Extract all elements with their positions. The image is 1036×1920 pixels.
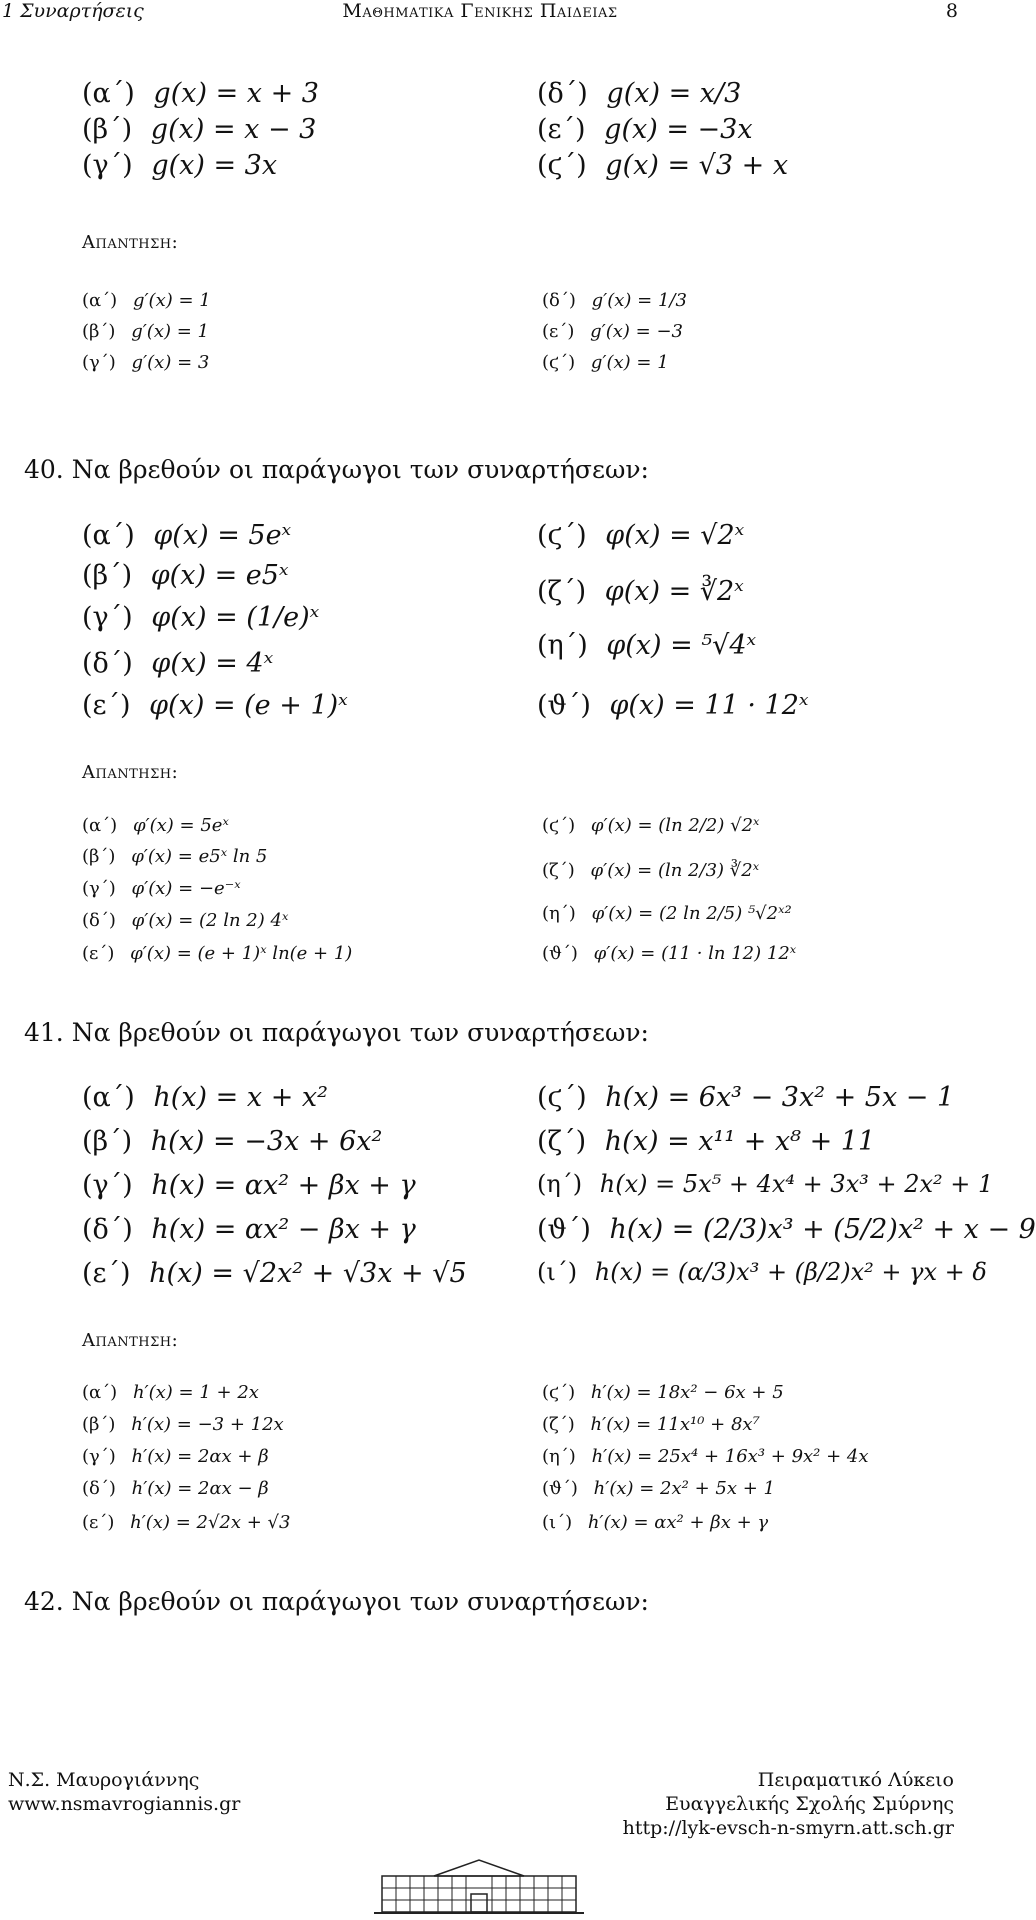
item-expression: h(x) = x + x² bbox=[153, 1082, 328, 1113]
item-label: (γ΄) bbox=[82, 602, 133, 633]
answer-expression: φ′(x) = (2 ln 2/5) ⁵√2ˣ² bbox=[591, 903, 792, 924]
answer-label: (β΄) bbox=[82, 321, 116, 342]
running-title: Μαθηματικα Γενικης Παιδειας bbox=[342, 0, 618, 22]
answer-label: (ζ΄) bbox=[542, 1414, 575, 1435]
item-label: (ϛ΄) bbox=[537, 520, 587, 551]
item-expression: h(x) = (2/3)x³ + (5/2)x² + x − 9 bbox=[609, 1214, 1036, 1245]
answer-label: (δ΄) bbox=[542, 290, 576, 311]
item-label: (β΄) bbox=[82, 1126, 133, 1157]
ex41-item-j bbox=[537, 1258, 987, 1286]
school-name: Πειραματικό Λύκειο bbox=[757, 1769, 954, 1791]
ex41-answer-c bbox=[82, 1446, 269, 1467]
item-label: (γ΄) bbox=[82, 1170, 133, 1201]
ex40-item-e bbox=[82, 690, 348, 721]
item-label: (γ΄) bbox=[82, 150, 133, 181]
ex41-answer-d bbox=[82, 1478, 269, 1499]
item-expression: φ(x) = 11 · 12ˣ bbox=[609, 690, 809, 721]
item-label: (ϑ΄) bbox=[537, 690, 591, 721]
answer-label: (α΄) bbox=[82, 815, 118, 836]
item-label: (ϛ΄) bbox=[537, 150, 587, 181]
ex41-item-e bbox=[82, 1258, 467, 1289]
answer-label: (ϑ΄) bbox=[542, 943, 578, 964]
item-expression: g(x) = −3x bbox=[604, 114, 753, 145]
answer-label: (γ΄) bbox=[82, 878, 116, 899]
answer-expression: φ′(x) = (e + 1)ˣ ln(e + 1) bbox=[130, 943, 353, 964]
ex41-answer-i bbox=[542, 1478, 775, 1499]
ex40-item-f bbox=[537, 520, 744, 551]
ex40-answer-i bbox=[542, 943, 796, 964]
answer-expression: h′(x) = 2αx + β bbox=[131, 1446, 269, 1467]
item-label: (ϑ΄) bbox=[537, 1214, 591, 1245]
author-website: www.nsmavrogiannis.gr bbox=[8, 1793, 241, 1815]
item-label: (ε΄) bbox=[537, 114, 586, 145]
item-label: (δ΄) bbox=[537, 78, 588, 109]
answer-label: (ε΄) bbox=[82, 943, 115, 964]
ex39-item-c bbox=[82, 150, 277, 181]
ex40-answer-g bbox=[542, 860, 759, 881]
author-name: Ν.Σ. Μαυρογιάννης bbox=[8, 1769, 200, 1791]
item-label: (α΄) bbox=[82, 520, 135, 551]
ex41-item-g bbox=[537, 1126, 875, 1157]
item-expression: h(x) = √2x² + √3x + √5 bbox=[149, 1258, 467, 1289]
ex41-item-i bbox=[537, 1214, 1036, 1245]
ex41-answer-e bbox=[82, 1512, 290, 1533]
ex39-item-b bbox=[82, 114, 316, 145]
item-expression: φ(x) = (1/e)ˣ bbox=[151, 602, 320, 633]
ex39-answer-a bbox=[82, 290, 211, 311]
answer-label: (ϛ΄) bbox=[542, 1382, 576, 1403]
item-label: (η΄) bbox=[537, 630, 588, 661]
ex40-item-d bbox=[82, 648, 273, 679]
item-expression: h(x) = 6x³ − 3x² + 5x − 1 bbox=[605, 1082, 955, 1113]
item-expression: h(x) = 5x⁵ + 4x⁴ + 3x³ + 2x² + 1 bbox=[599, 1170, 994, 1198]
ex41-answer-f bbox=[542, 1382, 784, 1403]
school-building-logo bbox=[374, 1856, 584, 1916]
school-subtitle: Ευαγγελικής Σχολής Σμύρνης bbox=[665, 1793, 954, 1815]
item-label: (β΄) bbox=[82, 114, 133, 145]
answer-label: (δ΄) bbox=[82, 910, 116, 931]
answer-expression: g′(x) = 1 bbox=[590, 352, 669, 373]
item-expression: g(x) = 3x bbox=[151, 150, 278, 181]
ex41-item-c bbox=[82, 1170, 416, 1201]
item-expression: g(x) = x/3 bbox=[606, 78, 742, 109]
answer-expression: h′(x) = 2√2x + √3 bbox=[130, 1512, 291, 1533]
item-expression: h(x) = (α/3)x³ + (β/2)x² + γx + δ bbox=[594, 1258, 987, 1286]
ex39-answer-d bbox=[542, 290, 687, 311]
answer-expression: φ′(x) = (11 · ln 12) 12ˣ bbox=[593, 943, 797, 964]
item-expression: g(x) = x + 3 bbox=[153, 78, 319, 109]
ex40-answer-c bbox=[82, 878, 241, 899]
ex39-item-d bbox=[537, 78, 741, 109]
chapter-title: 1 Συναρτήσεις bbox=[2, 0, 144, 22]
item-expression: h(x) = −3x + 6x² bbox=[150, 1126, 383, 1157]
answer-expression: h′(x) = 2αx − β bbox=[131, 1478, 269, 1499]
ex40-answer-f bbox=[542, 815, 759, 836]
item-expression: g(x) = √3 + x bbox=[605, 150, 789, 181]
answer-expression: h′(x) = 11x¹⁰ + 8x⁷ bbox=[590, 1414, 760, 1435]
ex40-heading: 40. Να βρεθούν οι παράγωγοι των συναρτήσεων: bbox=[24, 455, 649, 484]
ex39-item-a bbox=[82, 78, 319, 109]
ex40-item-i bbox=[537, 690, 809, 721]
answer-label: (δ΄) bbox=[82, 1478, 116, 1499]
item-expression: φ(x) = ⁵√4ˣ bbox=[606, 630, 757, 661]
page-header bbox=[2, 0, 958, 22]
answer-label: (ε΄) bbox=[542, 321, 575, 342]
ex39-item-e bbox=[537, 114, 753, 145]
ex39-item-f bbox=[537, 150, 788, 181]
page-number: 8 bbox=[945, 0, 958, 22]
item-expression: φ(x) = ∛2ˣ bbox=[604, 576, 744, 607]
item-label: (ζ΄) bbox=[537, 1126, 587, 1157]
answer-expression: g′(x) = −3 bbox=[590, 321, 683, 342]
ex42-heading: 42. Να βρεθούν οι παράγωγοι των συναρτήσεων: bbox=[24, 1587, 649, 1616]
answer-expression: h′(x) = 25x⁴ + 16x³ + 9x² + 4x bbox=[591, 1446, 869, 1467]
ex40-item-h bbox=[537, 630, 756, 661]
answer-label: (ε΄) bbox=[82, 1512, 115, 1533]
answer-expression: g′(x) = 1 bbox=[132, 290, 211, 311]
item-label: (δ΄) bbox=[82, 648, 133, 679]
answer-label: (ι΄) bbox=[542, 1512, 573, 1533]
answer-label: (η΄) bbox=[542, 1446, 576, 1467]
ex40-item-g bbox=[537, 576, 744, 607]
ex39-answer-f bbox=[542, 352, 669, 373]
answer-expression: φ′(x) = e5ˣ ln 5 bbox=[131, 846, 268, 867]
item-expression: h(x) = x¹¹ + x⁸ + 11 bbox=[604, 1126, 876, 1157]
answer-label: (ϛ΄) bbox=[542, 815, 576, 836]
answer-expression: φ′(x) = (ln 2/3) ∛2ˣ bbox=[590, 860, 760, 881]
answer-label: (η΄) bbox=[542, 903, 576, 924]
ex40-item-b bbox=[82, 560, 289, 591]
answer-expression: φ′(x) = 5eˣ bbox=[132, 815, 229, 836]
answer-label: (ϑ΄) bbox=[542, 1478, 578, 1499]
answer-expression: h′(x) = 1 + 2x bbox=[132, 1382, 259, 1403]
item-expression: h(x) = αx² − βx + γ bbox=[151, 1214, 416, 1245]
item-label: (ε΄) bbox=[82, 1258, 131, 1289]
ex40-item-a bbox=[82, 520, 291, 551]
ex41-heading: 41. Να βρεθούν οι παράγωγοι των συναρτήσεων: bbox=[24, 1018, 649, 1047]
ex41-answer-j bbox=[542, 1512, 768, 1533]
item-label: (α΄) bbox=[82, 1082, 135, 1113]
ex40-answer-b bbox=[82, 846, 267, 867]
item-label: (ι΄) bbox=[537, 1258, 578, 1286]
answer-expression: h′(x) = αx² + βx + γ bbox=[587, 1512, 769, 1533]
item-expression: φ(x) = √2ˣ bbox=[605, 520, 745, 551]
item-expression: φ(x) = (e + 1)ˣ bbox=[149, 690, 348, 721]
answer-label: (γ΄) bbox=[82, 1446, 116, 1467]
ex41-item-a bbox=[82, 1082, 328, 1113]
answer-expression: g′(x) = 1/3 bbox=[591, 290, 687, 311]
ex41-answer-b bbox=[82, 1414, 284, 1435]
answer-expression: g′(x) = 3 bbox=[131, 352, 210, 373]
ex39-answer-b bbox=[82, 321, 209, 342]
ex41-item-d bbox=[82, 1214, 416, 1245]
item-expression: g(x) = x − 3 bbox=[150, 114, 317, 145]
answer-expression: h′(x) = 2x² + 5x + 1 bbox=[593, 1478, 775, 1499]
item-label: (δ΄) bbox=[82, 1214, 133, 1245]
item-expression: φ(x) = 5eˣ bbox=[153, 520, 292, 551]
item-label: (η΄) bbox=[537, 1170, 583, 1198]
footer-school-block bbox=[623, 1768, 954, 1840]
answer-label: (β΄) bbox=[82, 846, 116, 867]
item-label: (ε΄) bbox=[82, 690, 131, 721]
footer-author-block bbox=[8, 1768, 240, 1816]
ex41-item-b bbox=[82, 1126, 382, 1157]
ex40-answer-title: Απαντηση: bbox=[82, 762, 179, 783]
item-expression: φ(x) = e5ˣ bbox=[150, 560, 289, 591]
item-label: (β΄) bbox=[82, 560, 133, 591]
answer-label: (α΄) bbox=[82, 1382, 118, 1403]
item-expression: h(x) = αx² + βx + γ bbox=[151, 1170, 416, 1201]
ex41-answer-title: Απαντηση: bbox=[82, 1330, 179, 1351]
ex39-answer-title: Απαντηση: bbox=[82, 232, 179, 253]
ex41-answer-a bbox=[82, 1382, 259, 1403]
answer-expression: h′(x) = −3 + 12x bbox=[131, 1414, 284, 1435]
ex40-answer-h bbox=[542, 903, 792, 924]
answer-label: (γ΄) bbox=[82, 352, 116, 373]
answer-label: (α΄) bbox=[82, 290, 118, 311]
answer-label: (β΄) bbox=[82, 1414, 116, 1435]
item-label: (ζ΄) bbox=[537, 576, 587, 607]
answer-expression: φ′(x) = (ln 2/2) √2ˣ bbox=[590, 815, 760, 836]
answer-expression: φ′(x) = −e⁻ˣ bbox=[131, 878, 241, 899]
ex39-answer-c bbox=[82, 352, 209, 373]
ex40-answer-a bbox=[82, 815, 229, 836]
item-label: (α΄) bbox=[82, 78, 135, 109]
ex41-answer-h bbox=[542, 1446, 869, 1467]
ex41-answer-g bbox=[542, 1414, 760, 1435]
ex39-answer-e bbox=[542, 321, 683, 342]
answer-expression: h′(x) = 18x² − 6x + 5 bbox=[590, 1382, 784, 1403]
answer-label: (ζ΄) bbox=[542, 860, 575, 881]
item-label: (ϛ΄) bbox=[537, 1082, 587, 1113]
school-website: http://lyk-evsch-n-smyrn.att.sch.gr bbox=[622, 1817, 954, 1839]
answer-expression: g′(x) = 1 bbox=[131, 321, 209, 342]
item-expression: φ(x) = 4ˣ bbox=[151, 648, 274, 679]
ex41-item-f bbox=[537, 1082, 954, 1113]
ex40-answer-e bbox=[82, 943, 352, 964]
answer-expression: φ′(x) = (2 ln 2) 4ˣ bbox=[131, 910, 289, 931]
ex40-answer-d bbox=[82, 910, 288, 931]
answer-label: (ϛ΄) bbox=[542, 352, 576, 373]
ex41-item-h bbox=[537, 1170, 993, 1198]
ex40-item-c bbox=[82, 602, 319, 633]
